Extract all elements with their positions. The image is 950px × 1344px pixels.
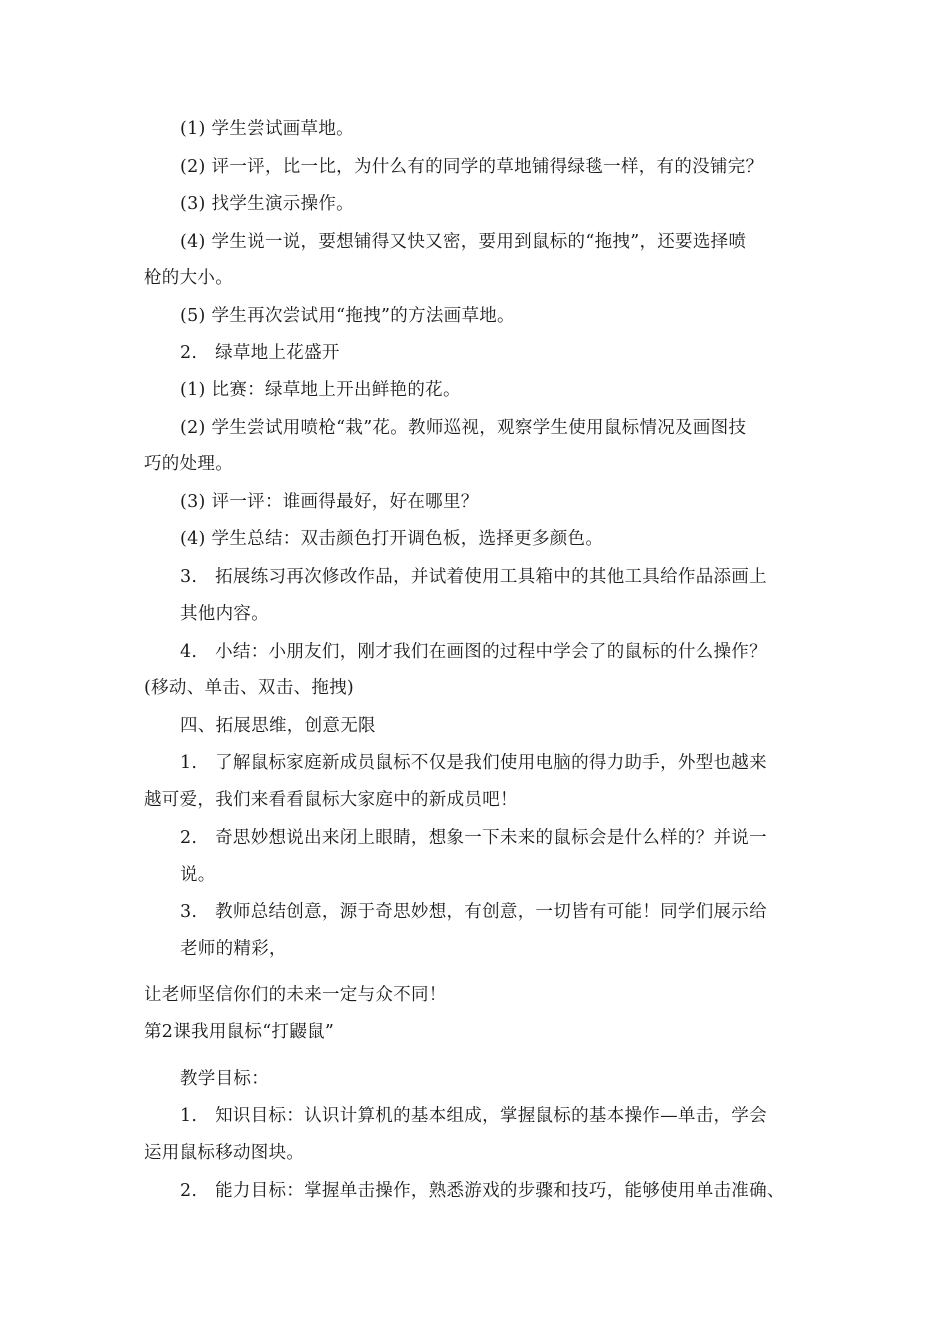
text-line: (3) 找学生演示操作。	[180, 194, 354, 214]
text-line: 1. 了解鼠标家庭新成员鼠标不仅是我们使用电脑的得力助手，外型也越来	[180, 753, 767, 773]
text-line: 1. 知识目标：认识计算机的基本组成，掌握鼠标的基本操作—单击，学会	[180, 1106, 767, 1126]
section-heading: 四、拓展思维，创意无限	[180, 716, 376, 736]
text-line: 老师的精彩，	[180, 939, 287, 959]
text-line: (3) 评一评：谁画得最好，好在哪里？	[180, 492, 479, 512]
text-line: 让老师坚信你们的未来一定与众不同！	[144, 985, 447, 1005]
text-line: (4) 学生说一说，要想铺得又快又密，要用到鼠标的“拖拽”，还要选择喷	[180, 232, 747, 252]
text-line: 枪的大小。	[144, 268, 233, 288]
text-line: 越可爱，我们来看看鼠标大家庭中的新成员吧！	[144, 790, 518, 810]
text-line: (1) 比赛：绿草地上开出鲜艳的花。	[180, 380, 461, 400]
text-line: (5) 学生再次尝试用“拖拽”的方法画草地。	[180, 306, 515, 326]
text-line: 4. 小结：小朋友们，刚才我们在画图的过程中学会了的鼠标的什么操作？	[180, 642, 767, 662]
lesson-title: 第2课我用鼠标“打鼹鼠”	[144, 1022, 335, 1042]
text-line: (4) 学生总结：双击颜色打开调色板，选择更多颜色。	[180, 529, 604, 549]
section-heading: 2. 绿草地上花盛开	[180, 343, 340, 363]
section-heading: 教学目标：	[180, 1069, 269, 1089]
text-line: 巧的处理。	[144, 454, 233, 474]
text-line: 其他内容。	[180, 604, 269, 624]
text-line: 3. 教师总结创意，源于奇思妙想，有创意，一切皆有可能！同学们展示给	[180, 902, 767, 922]
text-line: (移动、单击、双击、拖拽)	[144, 678, 355, 698]
text-line: (2) 学生尝试用喷枪“栽”花。教师巡视，观察学生使用鼠标情况及画图技	[180, 418, 747, 438]
text-line: 说。	[180, 865, 216, 885]
text-line: (2) 评一评，比一比，为什么有的同学的草地铺得绿毯一样，有的没铺完？	[180, 157, 764, 177]
text-line: 2. 奇思妙想说出来闭上眼睛，想象一下未来的鼠标会是什么样的？并说一	[180, 828, 767, 848]
text-line: 3. 拓展练习再次修改作品，并试着使用工具箱中的其他工具给作品添画上	[180, 567, 767, 587]
text-line: 运用鼠标移动图块。	[144, 1143, 305, 1163]
text-line: 2. 能力目标：掌握单击操作，熟悉游戏的步骤和技巧，能够使用单击准确、	[180, 1181, 785, 1201]
text-line: (1) 学生尝试画草地。	[180, 119, 354, 139]
